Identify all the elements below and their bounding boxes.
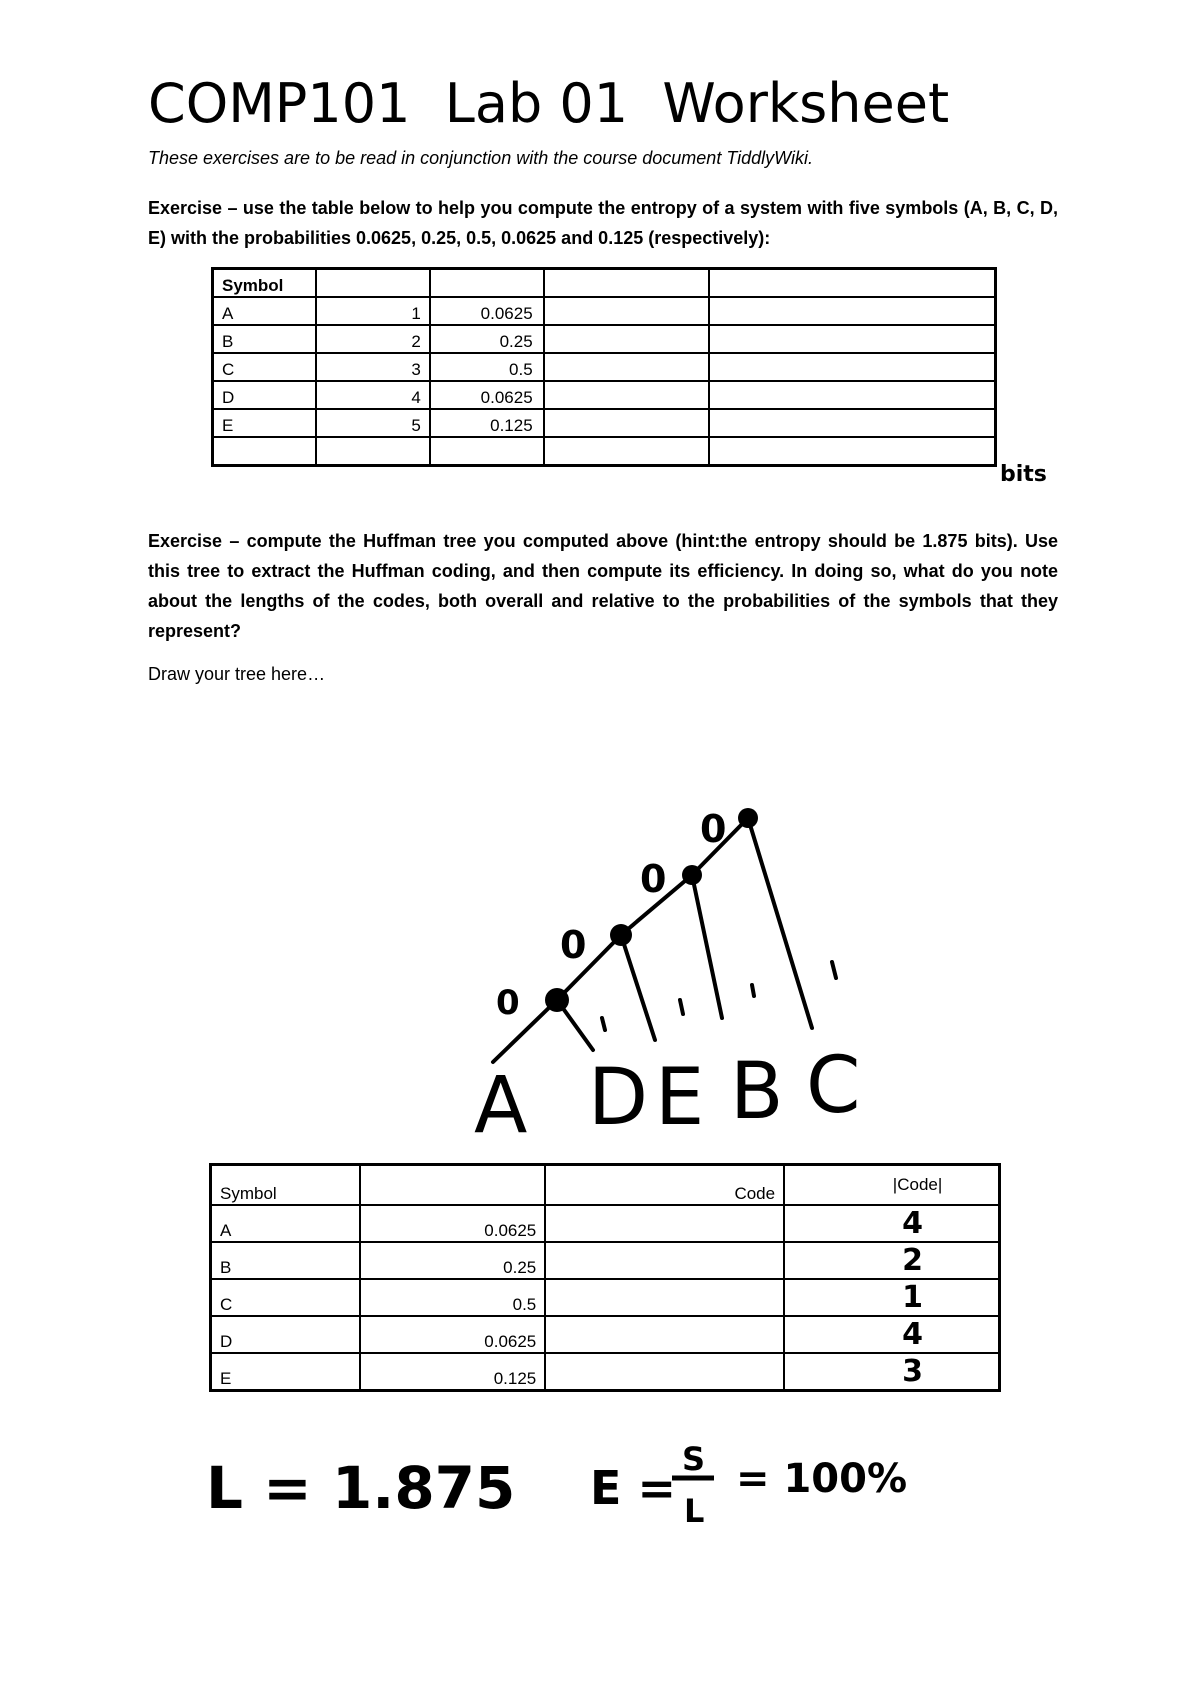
leaf-label: E (655, 1053, 705, 1143)
prob-cell: 0.5 (360, 1279, 545, 1316)
symbol-cell: C (211, 1279, 361, 1316)
prob-cell: 0.125 (430, 409, 544, 437)
code-length-cell: 3 (784, 1353, 999, 1391)
branch-label-0: 0 (640, 857, 667, 901)
code-length-cell: 4 (784, 1205, 999, 1242)
prob-cell: 0.0625 (430, 381, 544, 409)
code-length-cell: 4 (784, 1316, 999, 1353)
symbol-cell: A (211, 1205, 361, 1242)
leaf-label: C (806, 1041, 861, 1131)
index-cell: 5 (316, 409, 430, 437)
header-code: Code (545, 1165, 784, 1206)
leaf-label: A (474, 1061, 528, 1151)
fraction-denominator: L (684, 1492, 705, 1530)
code-length-cell: 2 (784, 1242, 999, 1279)
branch-label-0: 0 (700, 807, 727, 851)
handwritten-bits-note: bits (1000, 462, 1047, 487)
subtitle: These exercises are to be read in conjunction with the course document TiddlyWiki. (148, 148, 814, 168)
draw-prompt: Draw your tree here… (148, 664, 326, 684)
symbol-cell: E (213, 409, 317, 437)
exercise-1-text: Exercise – use the table below to help you compute the entropy of a system with five symbols (A, B, C, D, E) with the probabilities 0.0625, 0.25, 0.5, 0.0625 and 0.125 (respectively): (148, 198, 1058, 248)
symbol-cell: D (211, 1316, 361, 1353)
index-cell: 4 (316, 381, 430, 409)
branch-label-0: 0 (496, 983, 520, 1023)
prob-cell: 0.125 (360, 1353, 545, 1391)
prob-cell: 0.5 (430, 353, 544, 381)
prob-cell: 0.25 (430, 325, 544, 353)
symbol-cell: B (213, 325, 317, 353)
header-symbol: Symbol (211, 1165, 361, 1206)
table-header-symbol: Symbol (213, 269, 317, 298)
branch-label-0: 0 (560, 923, 587, 967)
leaf-label: B (730, 1047, 784, 1137)
efficiency-lhs: E = (590, 1461, 676, 1515)
symbol-cell: D (213, 381, 317, 409)
fraction-numerator: S (682, 1440, 706, 1478)
efficiency-value: = 100% (736, 1456, 908, 1502)
prob-cell: 0.0625 (360, 1205, 545, 1242)
prob-cell: 0.25 (360, 1242, 545, 1279)
exercise-2-text: Exercise – compute the Huffman tree you computed above (hint:the entropy should be 1.875 bits). Use this tree to extract the Huffman coding, and then compute its efficiency. In doing so, what do you note about the lengths of the codes, both overall and relative to the probabilities of the symbols that they represent? (148, 531, 1058, 641)
prob-cell: 0.0625 (430, 297, 544, 325)
index-cell: 3 (316, 353, 430, 381)
prob-cell: 0.0625 (360, 1316, 545, 1353)
leaf-label: D (588, 1053, 649, 1143)
symbol-cell: C (213, 353, 317, 381)
code-length-cell: 1 (784, 1279, 999, 1316)
index-cell: 1 (316, 297, 430, 325)
avg-length-text: L = 1.875 (206, 1454, 516, 1522)
page-title: COMP101 Lab 01 Worksheet (148, 72, 950, 135)
symbol-cell: A (213, 297, 317, 325)
index-cell: 2 (316, 325, 430, 353)
symbol-cell: E (211, 1353, 361, 1391)
symbol-cell: B (211, 1242, 361, 1279)
header-code-length: |Code| (784, 1165, 999, 1206)
